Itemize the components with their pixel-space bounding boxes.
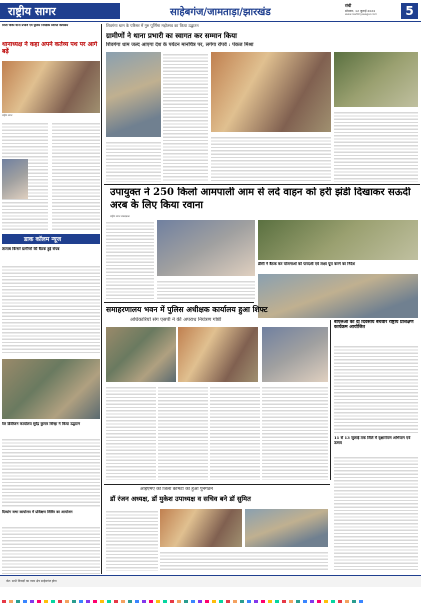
registration-dot xyxy=(289,600,293,603)
registration-dot xyxy=(247,600,251,603)
footer-band xyxy=(0,575,421,587)
registration-dot xyxy=(282,600,286,603)
police-body-3 xyxy=(210,385,260,480)
date-city: रांची xyxy=(345,3,352,8)
dak-column-title: डाक कॉलम न्यूज xyxy=(24,236,62,243)
police-photo-1 xyxy=(106,327,176,382)
top-photo-1 xyxy=(106,52,161,137)
blo-headline: बीएलओ को दो दिवसीय बैचवार राष्ट्रीय प्रशिक्षण कार्यक्रम आयोजित xyxy=(334,320,414,331)
registration-dot xyxy=(65,600,69,603)
left-photo-caption: राष्ट्रीय सागर xyxy=(2,114,13,117)
ima-subhead: आईएमए की जिला कमिटी का हुआ पुनर्गठन xyxy=(140,487,213,492)
registration-dot xyxy=(23,600,27,603)
registration-dot xyxy=(79,600,83,603)
registration-dot xyxy=(219,600,223,603)
registration-dot xyxy=(261,600,265,603)
registration-dot xyxy=(2,600,6,603)
registration-dot xyxy=(100,600,104,603)
police-subhead: अधिकारियों संग एसपी ने की अपराध नियंत्रण गोष्ठी xyxy=(130,317,222,323)
dak-column-banner xyxy=(2,234,100,244)
left-news-1-body xyxy=(2,264,100,354)
top-body-3 xyxy=(106,140,161,182)
left-body-2 xyxy=(52,121,100,231)
registration-dot xyxy=(9,600,13,603)
registration-dot xyxy=(331,600,335,603)
top-headline: ग्रामीणों ने थाना प्रभारी का स्वागत कर सम्मान किया xyxy=(106,31,237,40)
registration-dot xyxy=(149,600,153,603)
registration-dot xyxy=(86,600,90,603)
registration-dot xyxy=(107,600,111,603)
registration-dot xyxy=(30,600,34,603)
left-news-3-body xyxy=(2,525,100,574)
registration-dot xyxy=(240,600,244,603)
registration-dot xyxy=(156,600,160,603)
section-rule-3 xyxy=(104,484,330,485)
mango-photo xyxy=(157,220,255,276)
registration-dot xyxy=(184,600,188,603)
plantation-body xyxy=(334,455,418,570)
registration-dot xyxy=(128,600,132,603)
section-title: साहेबगंज/जामताड़ा/झारखंड xyxy=(170,7,271,18)
registration-dot xyxy=(44,600,48,603)
date-text: सोमवार, 12 जुलाई 2024 xyxy=(345,9,376,13)
registration-dot xyxy=(310,600,314,603)
registration-dot xyxy=(233,600,237,603)
mango-body-2 xyxy=(157,279,255,300)
mango-body-1 xyxy=(106,220,154,300)
registration-dot xyxy=(205,600,209,603)
left-news-3-title: दिव्यांग सभा कार्यालय में प्रशिक्षण शिविर का आयोजन xyxy=(2,510,73,514)
top-body-4 xyxy=(211,135,331,182)
top-kicker-line: शिवगंगा धाम के परिसर में गुरु पूर्णिमा महोत्सव का किया उद्घाटन xyxy=(106,23,199,28)
left-news-photo xyxy=(2,359,100,419)
registration-dot xyxy=(296,600,300,603)
registration-dot xyxy=(324,600,328,603)
top-photo-3 xyxy=(334,52,418,107)
registration-dot xyxy=(338,600,342,603)
registration-dot xyxy=(16,600,20,603)
registration-dot xyxy=(93,600,97,603)
registration-dot xyxy=(359,600,363,603)
registration-dot xyxy=(212,600,216,603)
review-photo xyxy=(258,220,418,260)
blo-photo xyxy=(262,327,328,382)
top-body-1 xyxy=(163,52,208,182)
top-body-2 xyxy=(334,110,418,182)
left-portrait xyxy=(2,159,28,199)
left-column xyxy=(2,24,100,574)
color-registration-bar xyxy=(2,588,419,593)
paper-name: राष्ट्रीय सागर xyxy=(8,5,56,18)
registration-dot xyxy=(51,600,55,603)
police-headline: समाहरणालय भवन में पुलिस अधीक्षक कार्यालय हुआ शिफ्ट xyxy=(106,305,268,314)
registration-dot xyxy=(345,600,349,603)
masthead xyxy=(0,0,421,22)
date-block xyxy=(345,3,397,19)
ima-body-1 xyxy=(106,509,158,571)
registration-dot xyxy=(170,600,174,603)
registration-dot xyxy=(275,600,279,603)
registration-dot xyxy=(114,600,118,603)
registration-dot xyxy=(303,600,307,603)
mango-headline: उपायुक्त ने 250 किलो आमपाली आम से लदे वाहन को हरी झंडी दिखाकर सऊदी अरब के लिए किया रवाना xyxy=(110,187,411,211)
registration-dot xyxy=(177,600,181,603)
registration-dot xyxy=(58,600,62,603)
plantation-headline: 11 से 13 जुलाई तक जिले में वृक्षारोपण अभियान एवं उत्सव xyxy=(334,436,411,445)
top-photo-2 xyxy=(211,52,331,132)
left-news-2-body xyxy=(2,437,100,507)
registration-dot xyxy=(254,600,258,603)
registration-dot xyxy=(135,600,139,603)
registration-dot xyxy=(226,600,230,603)
registration-dot xyxy=(37,600,41,603)
page-number: 5 xyxy=(401,3,418,19)
left-photo xyxy=(2,61,100,113)
footer-note: नोट: सभी विवादों का न्याय क्षेत्र साहेबगंज होगा xyxy=(6,579,57,583)
column-divider xyxy=(101,24,102,574)
ima-body-2 xyxy=(160,550,328,571)
ima-photo-1 xyxy=(160,509,242,547)
registration-dot xyxy=(198,600,202,603)
blo-body xyxy=(334,344,418,434)
police-body-1 xyxy=(106,385,156,480)
left-kicker: मिर्जा चौकी थाना प्रभारी एवं पुलिस निरीक्षक स्वागत कार्यक्रम xyxy=(2,24,69,27)
left-news-2-title: रेल डिवीजन कार्यालय सुरेंद्र कुमार सिन्हा ने किया उद्घाटन xyxy=(2,422,81,426)
top-subline: शिवगंगा धाम जल्द आएगा देश के पर्यटन मानचित्र पर, लगेगा रोपवे : पंकज मिश्रा xyxy=(106,42,254,48)
registration-dot xyxy=(72,600,76,603)
registration-dot xyxy=(163,600,167,603)
mango-byline: राष्ट्रीय सागर संवाददाता xyxy=(110,215,130,218)
left-news-1-title: तालाब किनारे ग्रामीणों की बैठक हुई संपन्न xyxy=(2,247,60,251)
website: www.rashtriyasagar.com xyxy=(345,13,377,16)
section-rule-2 xyxy=(104,302,254,303)
paper-name-banner xyxy=(0,3,120,19)
registration-dot xyxy=(317,600,321,603)
police-body-2 xyxy=(158,385,208,480)
left-headline: थानाध्यक्ष ने कहा अपने कर्तव्य पथ पर आगे बढ़ें xyxy=(2,41,98,55)
registration-dot xyxy=(191,600,195,603)
section-rule-1 xyxy=(104,184,420,185)
registration-dot xyxy=(121,600,125,603)
police-photo-2 xyxy=(178,327,258,382)
column-divider-2 xyxy=(330,320,331,480)
registration-dot xyxy=(268,600,272,603)
ima-headline: डॉ रंजन अध्यक्ष, डॉ मुकेश उपाध्यक्ष व सचिव बने डॉ सुमित xyxy=(110,495,251,503)
review-headline: डीसी ने बैठक कर योजनाओं को पारदर्शी एवं लक्ष्य पूरा करने का निर्देश xyxy=(258,262,355,266)
registration-dot xyxy=(142,600,146,603)
ima-photo-2 xyxy=(245,509,328,547)
registration-dot xyxy=(352,600,356,603)
misc-body xyxy=(262,385,328,480)
